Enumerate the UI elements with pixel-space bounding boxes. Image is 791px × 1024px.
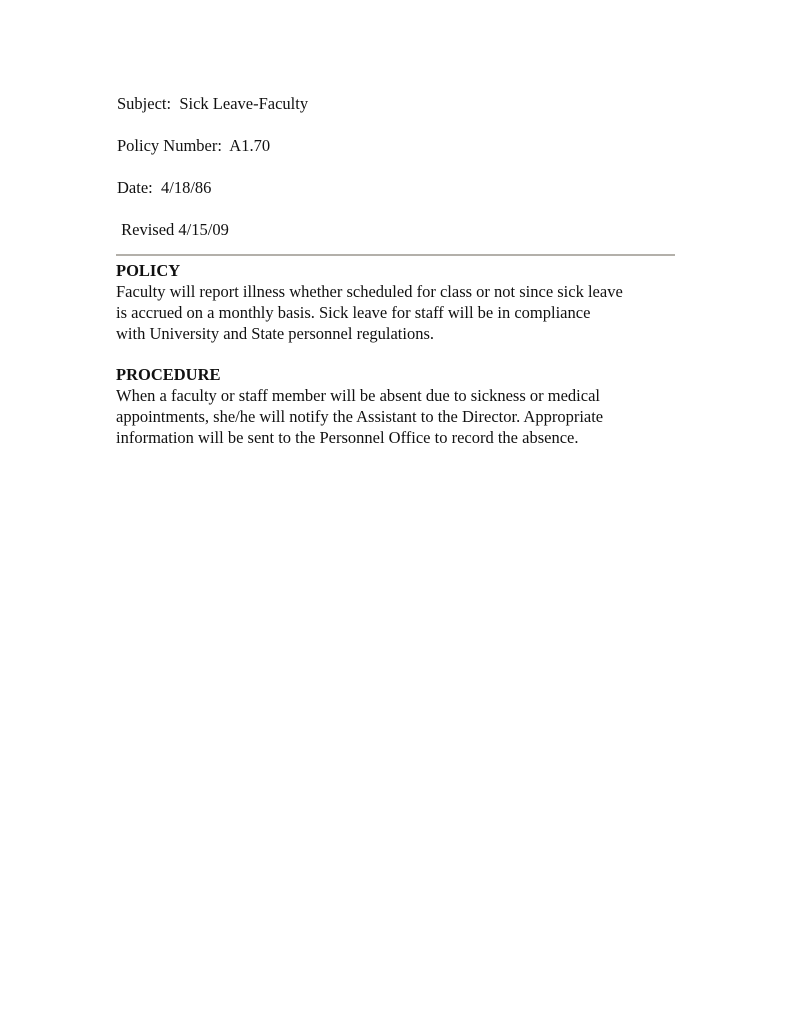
policy-text-line: is accrued on a monthly basis. Sick leave for staff will be in compliance xyxy=(116,303,591,322)
procedure-heading: PROCEDURE xyxy=(116,365,221,384)
date-line: Date: 4/18/86 xyxy=(117,178,212,197)
policy-text-line: Faculty will report illness whether scheduled for class or not since sick leave xyxy=(116,282,623,301)
revised-line: Revised 4/15/09 xyxy=(117,220,229,239)
procedure-section xyxy=(116,365,686,448)
policy-heading: POLICY xyxy=(116,261,181,280)
subject-line: Subject: Sick Leave-Faculty xyxy=(117,94,309,113)
policy-section xyxy=(116,261,686,344)
procedure-text-line: appointments, she/he will notify the Assistant to the Director. Appropriate xyxy=(116,407,604,426)
procedure-text-line: information will be sent to the Personnel Office to record the absence. xyxy=(116,428,579,447)
policy-text-line: with University and State personnel regulations. xyxy=(116,324,435,343)
procedure-text-line: When a faculty or staff member will be absent due to sickness or medical xyxy=(116,386,600,405)
horizontal-divider xyxy=(116,254,675,256)
policy-number-line: Policy Number: A1.70 xyxy=(117,136,271,155)
